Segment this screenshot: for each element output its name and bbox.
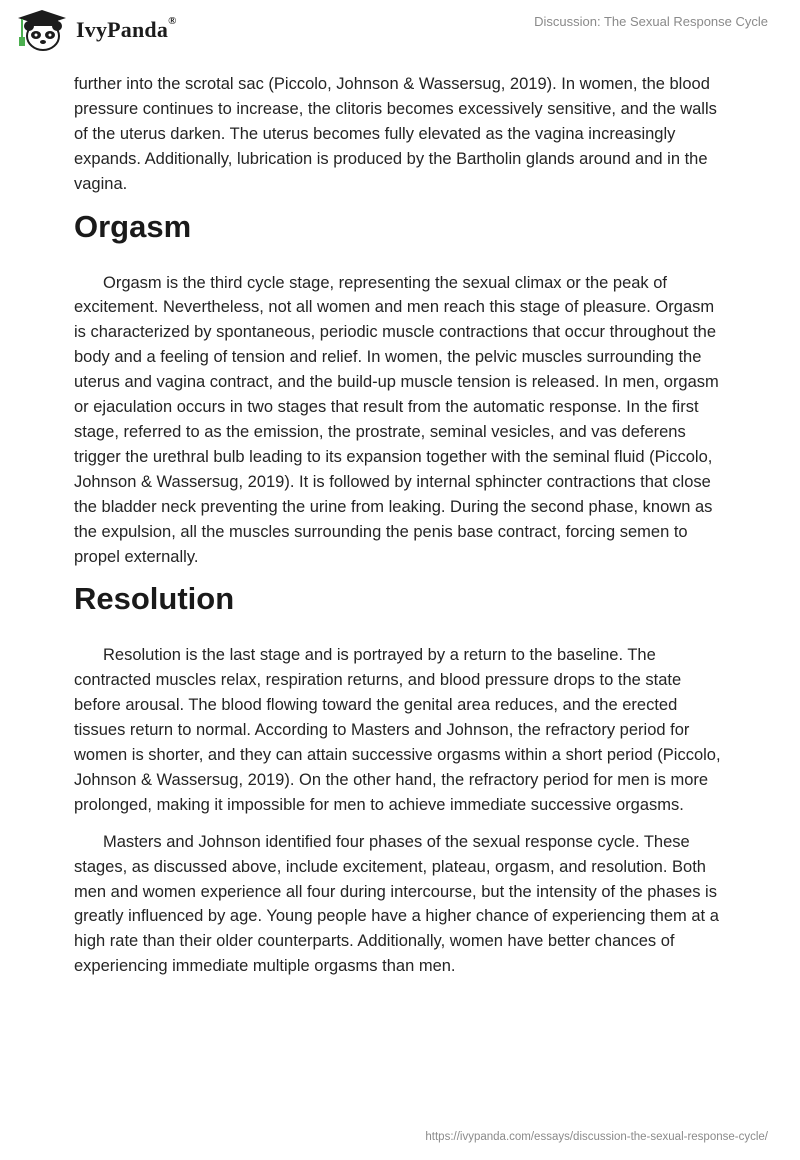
- orgasm-paragraph: Orgasm is the third cycle stage, representing the sexual climax or the peak of excitement. Nevertheless, not all women and men reach this stage of pleasure. Orgasm is characterized by spontaneous, periodic muscle contractions that occur throughout the body and a feeling of tension and relief. In women, the pelvic muscles surrounding the uterus and vagina contract, and the build-up muscle tension is released. In men, orgasm or ejaculation occurs in two stages that result from the automatic response. In the first stage, referred to as the emission, the prostrate, seminal vesicles, and vas deferens trigger the urethral bulb leading to its expansion together with the seminal fluid (Piccolo, Johnson & Wassersug, 2019). It is followed by internal sphincter contractions that close the bladder neck preventing the urine from leaking. During the second phase, known as the expulsion, all the muscles surrounding the penis base contract, forcing semen to propel externally.: [74, 273, 719, 566]
- essay-body: [74, 72, 726, 991]
- page-header: [0, 0, 800, 62]
- source-url[interactable]: https://ivypanda.com/essays/discussion-the-sexual-response-cycle/: [425, 1131, 768, 1143]
- brand-name: IvyPanda®: [76, 15, 177, 42]
- resolution-paragraph-1: Resolution is the last stage and is portrayed by a return to the baseline. The contracted muscles relax, respiration returns, and blood pressure drops to the state before arousal. The blood flowing toward the genital area reduces, and the erected tissues return to normal. According to Masters and Johnson, the refractory period for women is shorter, and they can attain successive orgasms within a short period (Piccolo, Johnson & Wassersug, 2019). On the other hand, the refractory period for men is more prolonged, making it impossible for men to achieve immediate successive orgasms.: [74, 646, 721, 814]
- document-title: Discussion: The Sexual Response Cycle: [534, 14, 768, 29]
- section-heading-orgasm: Orgasm: [74, 208, 192, 244]
- logo[interactable]: [14, 8, 177, 52]
- panda-graduation-cap-icon: [14, 8, 70, 52]
- section-heading-resolution: Resolution: [74, 581, 235, 617]
- resolution-paragraph-2: Masters and Johnson identified four phases of the sexual response cycle. These stages, as discussed above, include excitement, plateau, orgasm, and resolution. Both men and women experience all four during intercourse, but the intensity of the phases is greatly influenced by age. Young people have a higher chance of experiencing them at a high rate than their older counterparts. Additionally, women have better chances of experiencing immediate multiple orgasms than men.: [74, 832, 719, 976]
- intro-paragraph: further into the scrotal sac (Piccolo, Johnson & Wassersug, 2019). In women, the blood pressure continues to increase, the clitoris becomes excessively sensitive, and the walls of the uterus darken. The uterus becomes fully elevated as the vagina increasingly expands. Additionally, lubrication is produced by the Bartholin glands around and in the vagina.: [74, 75, 717, 193]
